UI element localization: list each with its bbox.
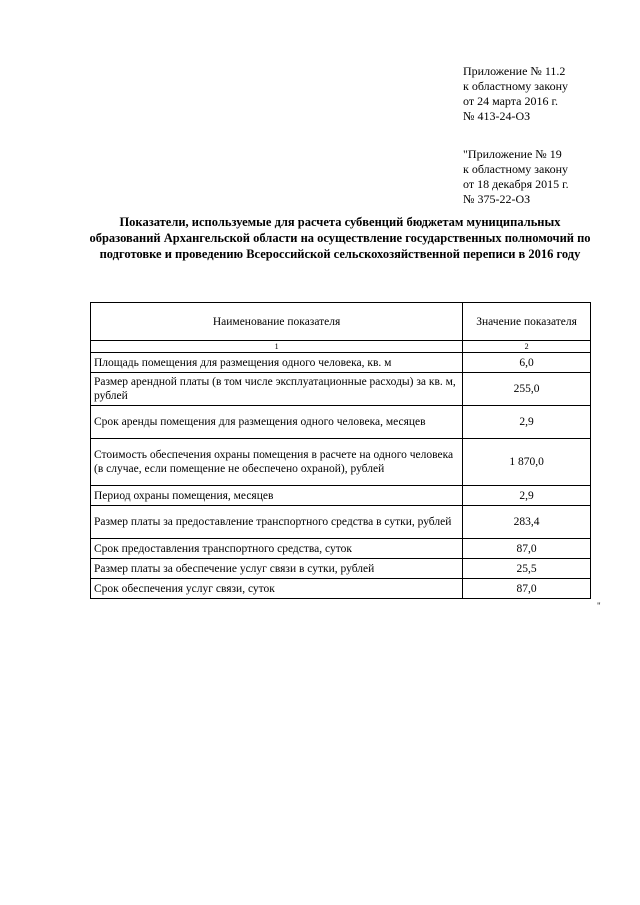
indicator-value: 87,0 [463,579,591,599]
table-row [91,506,591,539]
table-header-row [91,303,591,341]
indicators-table [90,302,591,599]
indicator-value: 2,9 [463,406,591,439]
document-title: Показатели, используемые для расчета субвенций бюджетам муниципальных образований Архангельской области на осуществление государственных полномочий по подготовке и проведению Всероссийской сельскохозяйственной переписи в 2016 году [89,215,591,261]
table-row [91,539,591,559]
table-row [91,486,591,506]
column-number-1: 1 [91,341,463,353]
column-number-2: 2 [463,341,591,353]
indicator-value: 1 870,0 [463,439,591,486]
appendix-original-line-2: к областному закону [463,162,569,176]
appendix-current-line-4: № 413-24-ОЗ [463,109,531,123]
indicator-name: Размер арендной платы (в том числе эксплуатационные расходы) за кв. м, рублей [91,373,463,406]
indicator-name: Стоимость обеспечения охраны помещения в расчете на одного человека (в случае, если помещение не обеспечено охраной), рублей [91,439,463,486]
appendix-current-reference [463,64,568,124]
indicator-name: Срок обеспечения услуг связи, суток [91,579,463,599]
appendix-original-line-1: "Приложение № 19 [463,147,562,161]
table-row [91,373,591,406]
indicator-value: 6,0 [463,353,591,373]
indicator-name: Период охраны помещения, месяцев [91,486,463,506]
column-number-row [91,341,591,353]
indicator-name: Площадь помещения для размещения одного человека, кв. м [91,353,463,373]
table-row [91,579,591,599]
indicator-value: 283,4 [463,506,591,539]
column-header-name: Наименование показателя [91,303,463,341]
appendix-original-line-3: от 18 декабря 2015 г. [463,177,569,191]
table-row [91,353,591,373]
appendix-current-line-1: Приложение № 11.2 [463,64,566,78]
indicator-value: 25,5 [463,559,591,579]
appendix-current-line-2: к областному закону [463,79,569,93]
indicator-value: 255,0 [463,373,591,406]
appendix-original-line-4: № 375-22-ОЗ [463,192,531,206]
column-header-value: Значение показателя [463,303,591,341]
indicator-name: Срок аренды помещения для размещения одного человека, месяцев [91,406,463,439]
indicator-name: Размер платы за обеспечение услуг связи в сутки, рублей [91,559,463,579]
indicator-value: 87,0 [463,539,591,559]
table-row [91,559,591,579]
closing-quote-mark: " [597,601,601,611]
table-row [91,439,591,486]
indicator-name: Срок предоставления транспортного средства, суток [91,539,463,559]
table-row [91,406,591,439]
indicator-value: 2,9 [463,486,591,506]
indicator-name: Размер платы за предоставление транспортного средства в сутки, рублей [91,506,463,539]
appendix-current-line-3: от 24 марта 2016 г. [463,94,559,108]
appendix-original-reference [463,147,569,207]
